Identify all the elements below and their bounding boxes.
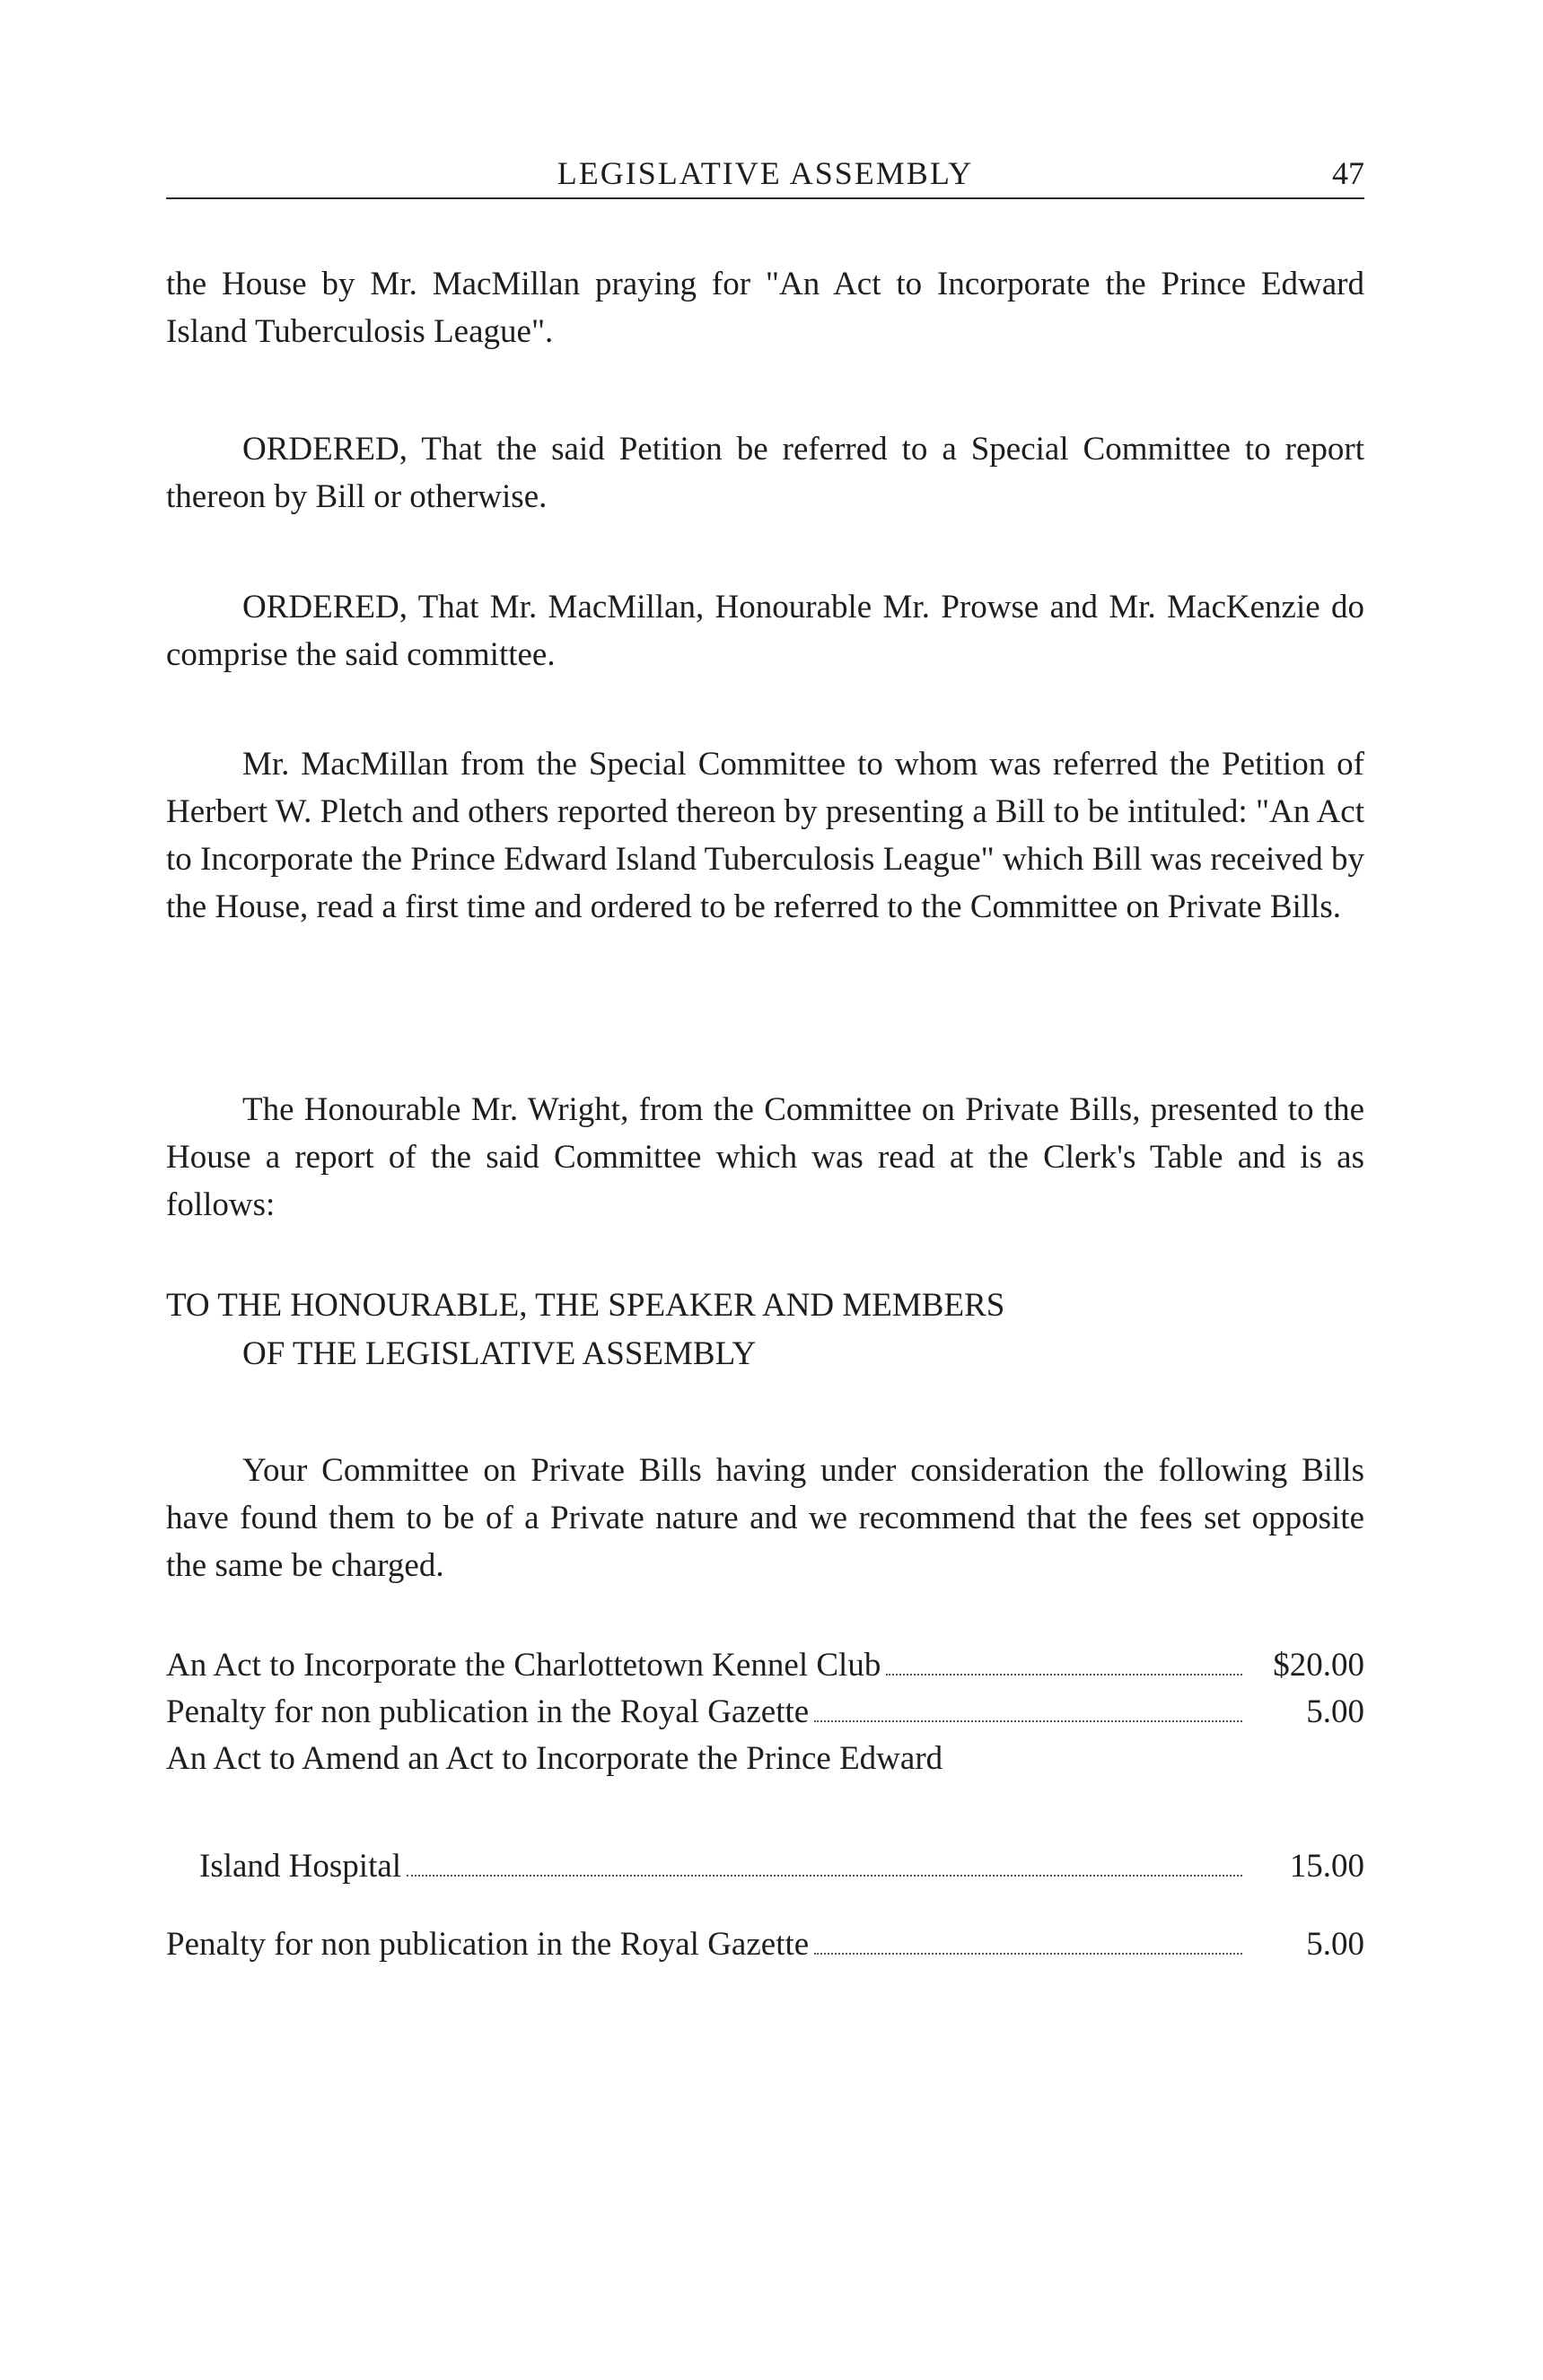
fee-row [166, 1693, 1364, 1737]
report-body: Your Committee on Private Bills having under consideration the following Bills have found them to be of a Private nature and we recommend that the fees set opposite the same be charged. [166, 1452, 1364, 1584]
report-heading-line-2: OF THE LEGISLATIVE ASSEMBLY [242, 1335, 757, 1372]
paragraph-private-bills-report: The Honourable Mr. Wright, from the Committee on Private Bills, presented to the House a report of the said Committee which was read at the Clerk's Table and is as follows: [166, 1091, 1364, 1223]
report-heading-line-1: TO THE HONOURABLE, THE SPEAKER AND MEMBERS [166, 1287, 1005, 1324]
fee-row [199, 1847, 1364, 1892]
fee-amount: 5.00 [1306, 1926, 1364, 1963]
paragraph-petition-continuation: the House by Mr. MacMillan praying for "An Act to Incorporate the Prince Edward Island Tuberculosis League". [166, 266, 1364, 350]
fee-row [166, 1646, 1364, 1691]
fee-label: Penalty for non publication in the Royal Gazette [166, 1926, 810, 1963]
page-header [166, 154, 1364, 199]
fee-label: An Act to Amend an Act to Incorporate the Prince Edward [166, 1740, 943, 1777]
leader-dots [814, 1695, 1242, 1722]
leader-dots [814, 1928, 1242, 1955]
fee-amount: 15.00 [1289, 1848, 1364, 1885]
page-number: 47 [1332, 155, 1364, 191]
fee-amount: $20.00 [1273, 1647, 1364, 1684]
running-title: LEGISLATIVE ASSEMBLY [557, 155, 974, 191]
report-address-heading [166, 1282, 1364, 1378]
paragraph-ordered-referral: ORDERED, That the said Petition be referred to a Special Committee to report thereon by Bill or otherwise. [166, 431, 1364, 515]
fee-label: An Act to Incorporate the Charlottetown Kennel Club [166, 1647, 881, 1684]
fee-row [166, 1925, 1364, 1970]
leader-dots [407, 1850, 1242, 1877]
fee-row [166, 1739, 1364, 1784]
fee-label: Penalty for non publication in the Royal Gazette [166, 1693, 810, 1730]
fee-amount: 5.00 [1306, 1693, 1364, 1730]
paragraph-ordered-committee: ORDERED, That Mr. MacMillan, Honourable Mr. Prowse and Mr. MacKenzie do comprise the said committee. [166, 589, 1364, 673]
leader-dots [886, 1649, 1242, 1676]
fee-label: Island Hospital [199, 1848, 402, 1885]
paragraph-committee-report: Mr. MacMillan from the Special Committee to whom was referred the Petition of Herbert W. Pletch and others reported thereon by presenting a Bill to be intituled: "An Act to Incorporate the Prince Edward Island Tuberculosis League" which Bill was received by the House, read a first time and ordered to be referred to the Committee on Private Bills. [166, 746, 1364, 925]
